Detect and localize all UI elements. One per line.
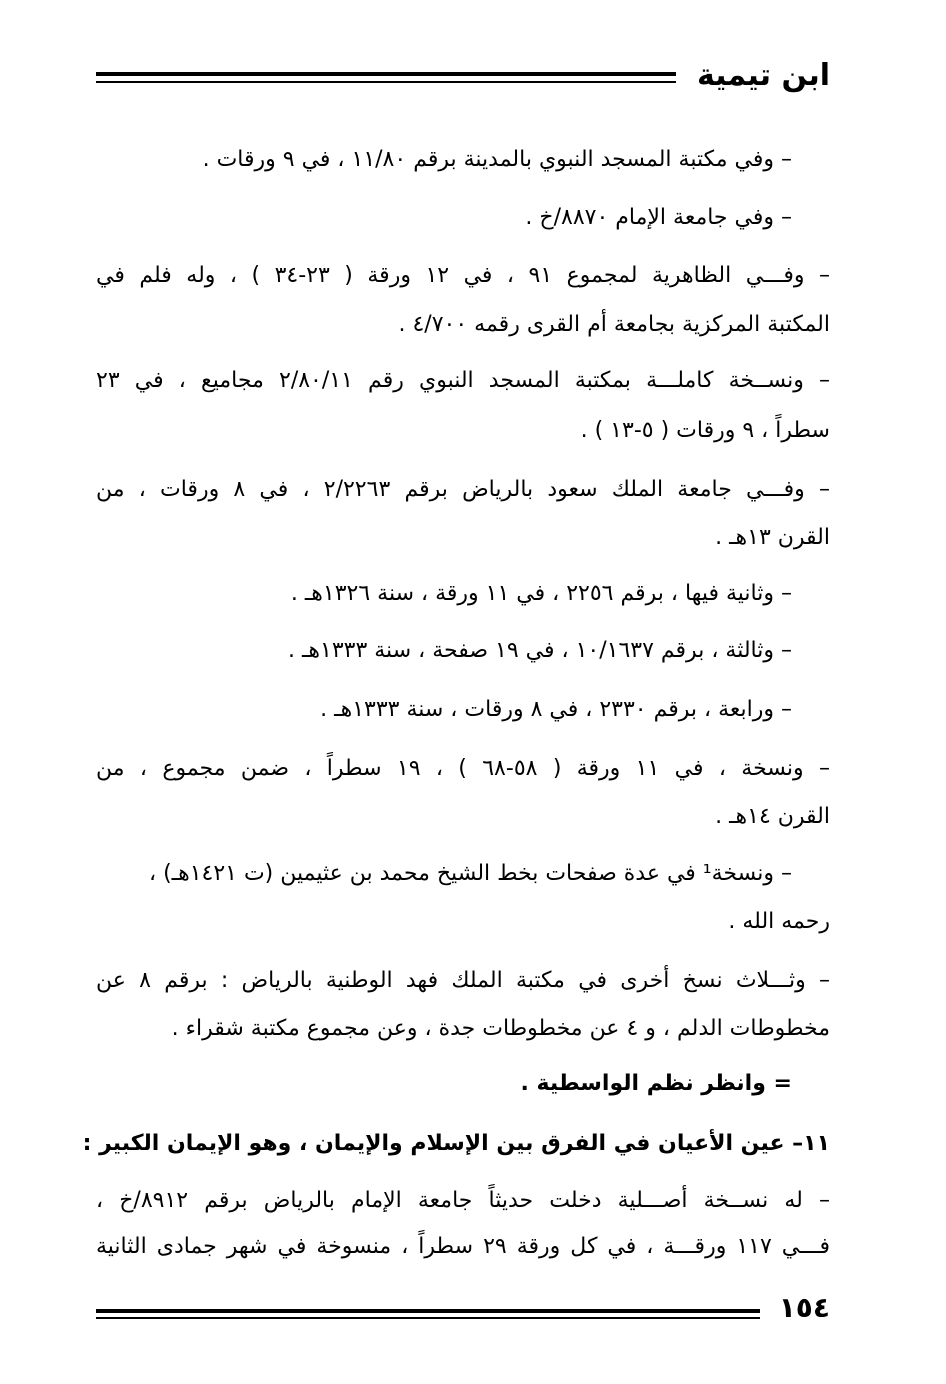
text-line: – ورابعة ، برقم ٢٣٣٠ ، في ٨ ورقات ، سنة ١٣٣٣هـ . [320, 697, 792, 722]
text-line: – وثـــلاث نسخ أخرى في مكتبة الملك فهد الوطنية بالرياض : برقم ٨ عن [96, 968, 830, 993]
text-line: – ونسخة¹ في عدة صفحات بخط الشيخ محمد بن عثيمين (ت ١٤٢١هـ) ، [148, 861, 792, 886]
text-line: رحمه الله . [728, 909, 830, 934]
see-also-note: = وانظر نظم الواسطية . [520, 1071, 792, 1096]
header-rule-thin [96, 81, 676, 83]
running-header-title: ابن تيمية [696, 58, 830, 93]
text-line: – وثالثة ، برقم ١٠/١٦٣٧ ، في ١٩ صفحة ، سنة ١٣٣٣هـ . [287, 638, 792, 663]
text-line: مخطوطات الدلم ، و ٤ عن مخطوطات جدة ، وعن مجموع مكتبة شقراء . [171, 1016, 830, 1041]
text-line: – وثانية فيها ، برقم ٢٢٥٦ ، في ١١ ورقة ، سنة ١٣٢٦هـ . [290, 581, 792, 606]
page-number: ١٥٤ [778, 1291, 830, 1324]
header-rule-thick [96, 72, 676, 76]
footer-rule-thick [96, 1309, 760, 1313]
text-line: القرن ١٣هـ . [715, 525, 830, 550]
text-line: – ونســخة كاملـــة بمكتبة المسجد النبوي رقم ٢/٨٠/١١ مجاميع ، في ٢٣ [96, 368, 830, 393]
text-line: – له نســخة أصـــلية دخلت حديثاً جامعة الإمام بالرياض برقم ٨٩١٢/خ ، [96, 1188, 830, 1213]
text-line: المكتبة المركزية بجامعة أم القرى رقمه ٤/٧٠٠ . [398, 312, 830, 337]
text-line: القرن ١٤هـ . [715, 804, 830, 829]
section-heading: ١١– عين الأعيان في الفرق بين الإسلام والإيمان ، وهو الإيمان الكبير : [82, 1131, 830, 1156]
text-line: – وفي مكتبة المسجد النبوي بالمدينة برقم ١١/٨٠ ، في ٩ ورقات . [202, 147, 792, 172]
text-line: فـــي ١١٧ ورقـــة ، في كل ورقة ٢٩ سطراً ، منسوخة في شهر جمادى الثانية [96, 1234, 830, 1259]
text-line: – وفـــي جامعة الملك سعود بالرياض برقم ٢/٢٢٦٣ ، في ٨ ورقات ، من [96, 477, 831, 502]
footer-rule-thin [96, 1317, 760, 1319]
text-line: – وفـــي الظاهرية لمجموع ٩١ ، في ١٢ ورقة ( ٢٣-٣٤ ) ، وله فلم في [96, 263, 830, 288]
text-line: – وفي جامعة الإمام ٨٨٧٠/خ . [525, 205, 792, 230]
text-line: – ونسخة ، في ١١ ورقة ( ٥٨-٦٨ ) ، ١٩ سطراً ، ضمن مجموع ، من [96, 756, 830, 781]
text-line: سطراً ، ٩ ورقات ( ٥-١٣ ) . [580, 418, 830, 443]
